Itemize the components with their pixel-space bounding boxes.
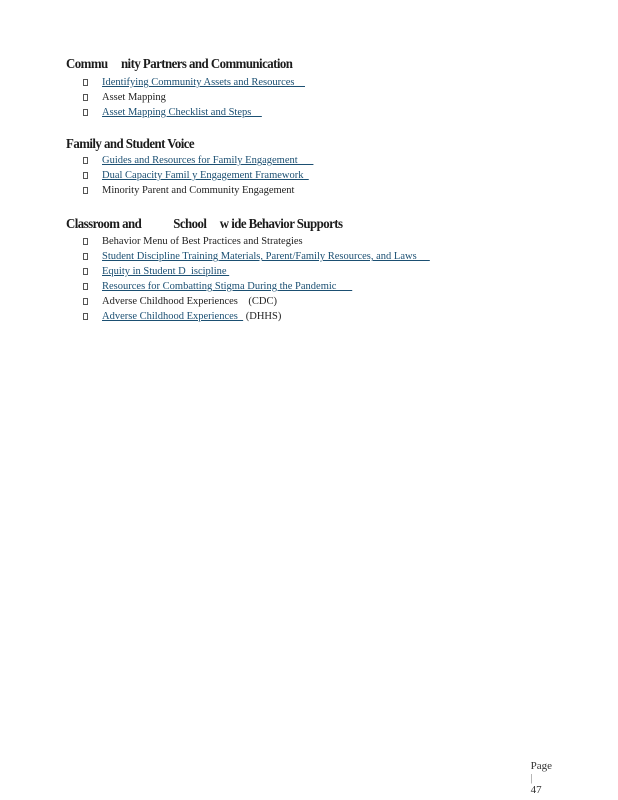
- list-item: [66, 279, 430, 294]
- list-item: [66, 249, 430, 264]
- bullet-icon: [83, 172, 88, 179]
- section-heading: Family and Student Voice: [66, 137, 195, 152]
- list-item: [66, 90, 312, 105]
- list-item: [66, 153, 313, 168]
- list-item: [66, 294, 430, 309]
- section-heading: Classroom and School w ide Behavior Supports: [66, 217, 343, 232]
- bullet-icon: [83, 109, 88, 116]
- resource-source-label: (DHHS): [243, 311, 282, 322]
- resource-text: Behavior Menu of Best Practices and Strategies: [102, 236, 303, 247]
- bullet-icon: [83, 94, 88, 101]
- list-item: [66, 183, 313, 198]
- list-item: [66, 264, 430, 279]
- section-behavior-supports: [66, 216, 430, 324]
- resource-list: [66, 153, 313, 198]
- resource-link[interactable]: Asset Mapping Checklist and Steps: [102, 107, 262, 118]
- list-item: [66, 168, 313, 183]
- list-item: [66, 75, 312, 90]
- page-separator: |: [530, 772, 533, 784]
- list-item: [66, 309, 430, 324]
- section-family-student-voice: [66, 136, 313, 198]
- bullet-icon: [83, 187, 88, 194]
- bullet-icon: [83, 79, 88, 86]
- resource-link[interactable]: Equity in Student D iscipline: [102, 266, 230, 277]
- bullet-icon: [83, 238, 88, 245]
- page-number: 47: [530, 784, 542, 796]
- page-label: Page: [530, 760, 552, 772]
- resource-text: Asset Mapping: [102, 92, 166, 103]
- section-heading: Commu nity Partners and Communication: [66, 57, 293, 72]
- section-community-partners: [66, 56, 312, 120]
- resource-text: Minority Parent and Community Engagement: [102, 185, 295, 196]
- bullet-icon: [83, 157, 88, 164]
- list-item: [66, 105, 312, 120]
- bullet-icon: [83, 253, 88, 260]
- bullet-icon: [83, 313, 88, 320]
- bullet-icon: [83, 268, 88, 275]
- resource-list: [66, 75, 312, 120]
- resource-text: Adverse Childhood Experiences (CDC): [102, 296, 277, 307]
- resource-link[interactable]: Identifying Community Assets and Resources: [102, 77, 305, 88]
- bullet-icon: [83, 283, 88, 290]
- resource-link[interactable]: Resources for Combatting Stigma During the Pandemic: [102, 281, 353, 292]
- resource-link[interactable]: Student Discipline Training Materials, Parent/Family Resources, and Laws: [102, 251, 430, 262]
- resource-list: [66, 234, 430, 324]
- resource-link[interactable]: Adverse Childhood Experiences: [102, 311, 244, 322]
- bullet-icon: [83, 298, 88, 305]
- resource-link[interactable]: Guides and Resources for Family Engagement: [102, 155, 314, 166]
- page-footer: [525, 748, 552, 796]
- list-item: [66, 234, 430, 249]
- resource-link[interactable]: Dual Capacity Famil y Engagement Framework: [102, 170, 309, 181]
